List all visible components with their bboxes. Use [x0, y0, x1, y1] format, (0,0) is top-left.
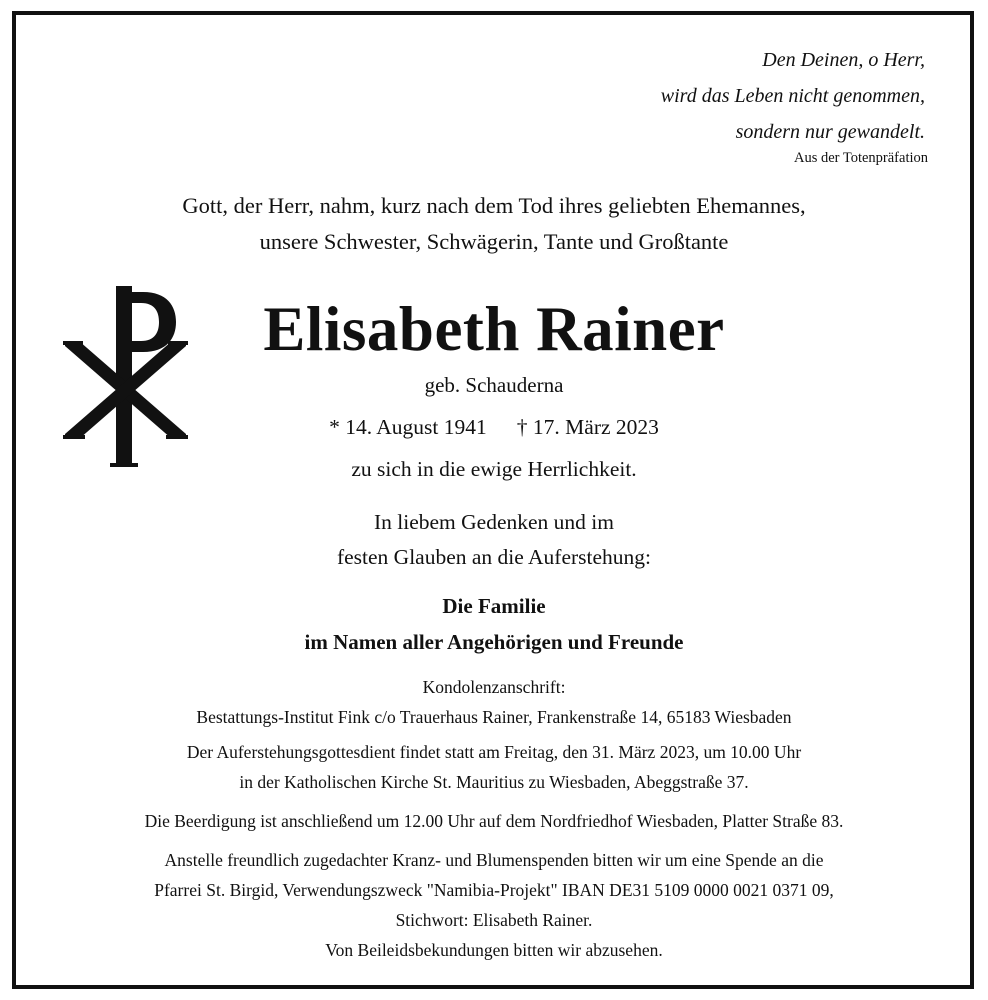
- intro-text: [0, 188, 988, 260]
- motto-line: Den Deinen, o Herr,: [762, 49, 925, 71]
- donation-line: Anstelle freundlich zugedachter Kranz- und Blumenspenden bitten wir um eine Spende an die: [164, 850, 824, 870]
- donation-info: [0, 845, 988, 965]
- memory-line: festen Glauben an die Auferstehung:: [336, 545, 652, 569]
- service-line: in der Katholischen Kirche St. Mauritius zu Wiesbaden, Abeggstraße 37.: [239, 772, 749, 792]
- motto-quote: [661, 42, 925, 150]
- deceased-name: Elisabeth Rainer: [263, 294, 725, 364]
- family-line: Die Familie: [442, 594, 546, 618]
- service-line: Der Auferstehungsgottesdient findet statt am Freitag, den 31. März 2023, um 10.00 Uhr: [186, 742, 802, 762]
- motto-source: Aus der Totenpräfation: [793, 150, 928, 166]
- intro-line: Gott, der Herr, nahm, kurz nach dem Tod ihres geliebten Ehemannes,: [182, 193, 806, 218]
- motto-line: wird das Leben nicht genommen,: [660, 85, 925, 107]
- condolence-address: [0, 672, 988, 732]
- memory-line: In liebem Gedenken und im: [373, 510, 615, 534]
- mourners-signature: [0, 588, 988, 660]
- donation-line: Von Beileidsbekundungen bitten wir abzusehen.: [325, 940, 663, 960]
- donation-line: Stichwort: Elisabeth Rainer.: [395, 910, 593, 930]
- birth-date: * 14. August 1941: [329, 415, 487, 439]
- death-date: † 17. März 2023: [516, 415, 659, 439]
- life-dates: [0, 412, 988, 442]
- burial-info: Die Beerdigung ist anschließend um 12.00 Uhr auf dem Nordfriedhof Wiesbaden, Platter Straße 83.: [144, 811, 844, 831]
- motto-line: sondern nur gewandelt.: [735, 121, 925, 143]
- memory-text: [0, 505, 988, 575]
- family-line: im Namen aller Angehörigen und Freunde: [304, 630, 684, 654]
- donation-line: Pfarrei St. Birgid, Verwendungszweck "Namibia-Projekt" IBAN DE31 5109 0000 0021 0371 09,: [154, 880, 834, 900]
- intro-line: unsere Schwester, Schwägerin, Tante und Großtante: [259, 229, 729, 254]
- service-info: [0, 737, 988, 797]
- condolence-label: Kondolenzanschrift:: [422, 677, 566, 697]
- ascension-text: zu sich in die ewige Herrlichkeit.: [351, 457, 637, 481]
- maiden-name: geb. Schauderna: [424, 373, 564, 397]
- condolence-address-line: Bestattungs-Institut Fink c/o Trauerhaus Rainer, Frankenstraße 14, 65183 Wiesbaden: [196, 707, 792, 727]
